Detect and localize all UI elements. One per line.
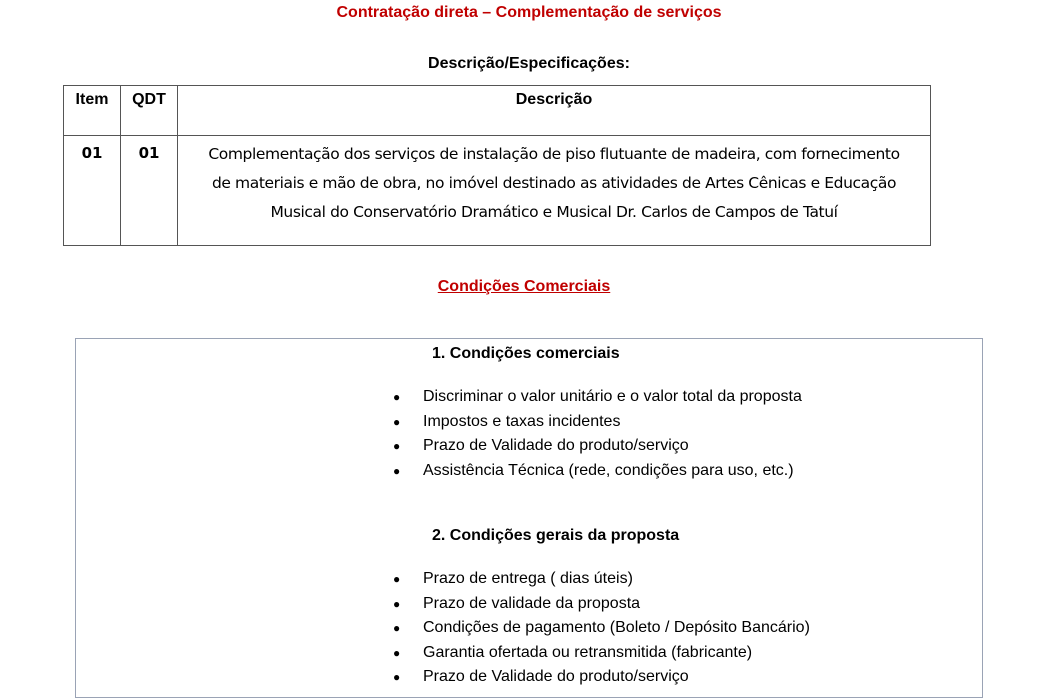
bullet-icon: ● [393, 463, 401, 478]
bullet-icon: ● [393, 621, 401, 635]
list-item [391, 641, 810, 666]
bullet-icon: ● [393, 390, 401, 404]
table-row [64, 136, 931, 246]
list-item [391, 385, 802, 410]
list-item [391, 434, 802, 459]
list-item [391, 616, 810, 641]
general-conditions-list [391, 567, 810, 690]
list-item-text: Prazo de Validade do produto/serviço [423, 668, 689, 685]
cell-item: 01 [64, 136, 121, 246]
commercial-conditions-list [391, 385, 802, 483]
bullet-icon: ● [393, 572, 401, 586]
bullet-icon: ● [393, 645, 401, 660]
list-item-text: Garantia ofertada ou retransmitida (fabricante) [423, 643, 753, 661]
list-item-text: Prazo de Validade do produto/serviço [423, 437, 689, 454]
list-item-text: Condições de pagamento (Boleto / Depósito Bancário) [423, 619, 810, 636]
descricao-line: Complementação dos serviços de instalação de piso flutuante de madeira, com fornecimento [208, 145, 900, 163]
cell-qdt: 01 [121, 136, 178, 246]
bullet-icon: ● [393, 414, 401, 429]
bullet-icon: ● [393, 596, 401, 611]
list-item-text: Discriminar o valor unitário e o valor total da proposta [423, 388, 802, 405]
list-item-text: Prazo de validade da proposta [423, 594, 641, 612]
descricao-line: de materiais e mão de obra, no imóvel destinado as atividades de Artes Cênicas e Educação [211, 174, 897, 192]
table-header-row [64, 86, 931, 136]
bullet-icon: ● [393, 670, 401, 684]
spec-table [63, 85, 931, 246]
list-item-text: Prazo de entrega ( dias úteis) [423, 570, 633, 587]
spec-section-label: Descrição/Especificações: [428, 55, 630, 72]
list-item [391, 665, 810, 690]
cell-descricao [178, 136, 931, 246]
list-item [391, 410, 802, 435]
commercial-conditions-heading: Condições Comerciais [437, 278, 611, 295]
list-item-text: Impostos e taxas incidentes [423, 412, 621, 430]
conditions-box [75, 338, 983, 698]
header-descricao: Descrição [178, 86, 931, 136]
list-item-text: Assistência Técnica (rede, condições para uso, etc.) [423, 461, 794, 479]
document-title: Contratação direta – Complementação de serviços [336, 4, 722, 21]
section-title-general: 2. Condições gerais da proposta [432, 527, 680, 544]
list-item [391, 459, 802, 484]
list-item [391, 567, 810, 592]
list-item [391, 592, 810, 617]
header-qdt: QDT [121, 86, 178, 136]
header-item: Item [64, 86, 121, 136]
descricao-line: Musical do Conservatório Dramático e Musical Dr. Carlos de Campos de Tatuí [270, 203, 838, 221]
bullet-icon: ● [393, 439, 401, 453]
section-title-commercial: 1. Condições comerciais [432, 345, 620, 362]
